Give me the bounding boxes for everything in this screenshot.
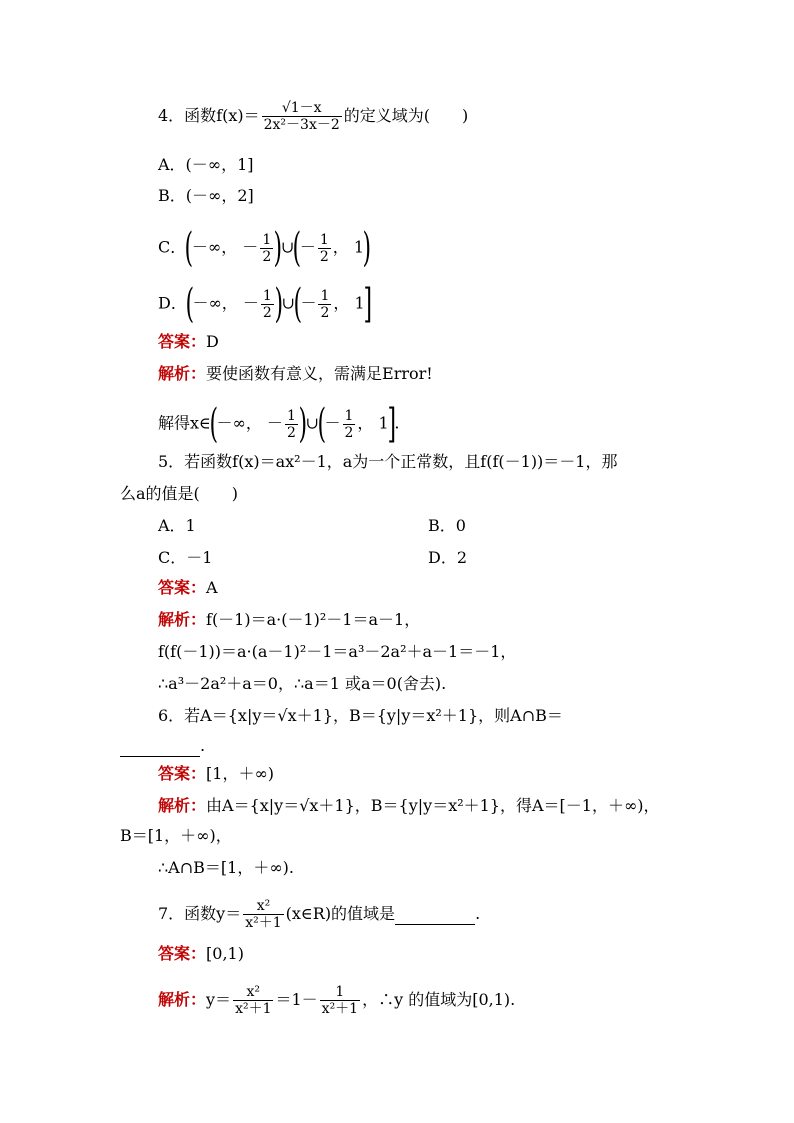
q4-an-neg1: － [266,413,283,433]
q4-denominator: 2x²－3x－2 [263,117,340,133]
q4-c-frac1 [260,232,273,265]
q4-an-paren2-open: ( [317,401,326,447]
q6-answer-value: [1，＋∞) [206,764,275,783]
q7-analysis-frac1 [233,984,273,1017]
q7-analysis-frac2-num: 1 [320,984,360,1001]
q4-d-bracket-close: ] [363,281,372,327]
q4-c-neg2: － [299,237,316,257]
q4-d-cup: ∪ [281,293,295,313]
q5-answer-label: 答案： [158,578,207,597]
q5-analysis-2: f(f(－1))＝a·(a－1)²－1＝a³－2a²＋a－1＝－1， [158,642,517,661]
q5-answer [158,578,218,598]
q4-c-neginf: －∞， [191,237,238,257]
q4-analysis-1 [158,364,433,384]
q7-analysis-prefix: y＝ [206,990,232,1009]
q6-blank [120,736,200,757]
q4-c-frac2-den: 2 [319,248,329,265]
q7-analysis-frac1-num: x² [233,984,273,1001]
q7-analysis-frac2 [320,984,360,1017]
q4-answer-value: D [206,332,219,351]
q4-c-paren2-open: ( [292,225,302,271]
q4-answer-label: 答案： [158,332,207,351]
q4-c-frac1-den: 2 [262,248,272,265]
q4-an-cup: ∪ [305,413,319,433]
q4-an-frac1 [285,408,298,441]
q4-c-frac1-num: 1 [262,231,272,248]
q7-analysis-frac2-den: x²＋1 [321,1001,359,1017]
q6-analysis-label: 解析： [158,796,207,815]
q4-c-cup: ∪ [280,237,295,257]
q4-an-neginf: －∞， [216,413,262,433]
q4-an-frac1-den: 2 [286,424,296,441]
q4-c-one: 1 [353,237,365,257]
q4-option-c: C．(－∞， － $\frac{1}{2}$ )∪(－ $\frac{1}{2}$ ， 1) [158,225,372,271]
q6-analysis-3: ∴A∩B＝[1，＋∞). [158,858,294,877]
q4-answer [158,332,219,352]
q7-analysis-suffix: ，∴y 的值域为[0,1). [362,990,516,1009]
q5-analysis-1 [158,610,420,630]
q4-an-frac2-den: 2 [344,424,354,441]
q5-stem-2: 么a的值是( ) [120,484,239,503]
q7-analysis [158,984,515,1017]
q5-analysis-label: 解析： [158,610,207,629]
q4-c-paren-open: ( [184,225,194,271]
q5-option-c: C．－1 [158,548,213,567]
q4-an-paren-open: ( [209,401,218,447]
q5-stem-1: 5．若函数f(x)＝ax²－1，a为一个正常数，且f(f(－1))＝－1，那 [158,452,618,471]
q4-option-a: A．(－∞，1] [158,155,254,174]
q6-answer [158,764,274,784]
q6-answer-label: 答案： [158,764,207,783]
q4-option-b: B．(－∞，2] [158,186,254,205]
q6-analysis-1 [158,796,660,816]
q7-stem-end: . [475,904,481,923]
q4-stem [158,100,468,133]
q6-stem-end: . [200,736,206,755]
q4-analysis-2-prefix: 解得x∈ [158,413,211,433]
q4-an-frac1-num: 1 [286,407,296,424]
q4-d-frac1-den: 2 [262,304,272,321]
q4-option-c-label: C． [158,237,187,257]
q7-stem [158,898,480,931]
q4-an-frac2-num: 1 [344,407,354,424]
q7-blank [395,904,475,925]
q4-d-paren2-open: ( [293,281,302,327]
q4-an-bracket-close: ] [387,401,396,447]
q4-d-frac2 [318,288,331,321]
q4-stem-suffix: 的定义域为( ) [343,106,469,125]
q4-an-frac2 [343,408,356,441]
q5-answer-value: A [206,578,218,597]
q7-answer-label: 答案： [158,944,207,963]
q4-c-paren-close: ) [273,225,283,271]
q7-fraction [243,898,283,931]
q4-d-frac2-num: 1 [320,287,330,304]
q4-d-frac2-den: 2 [320,304,330,321]
q5-analysis-text-1: f(－1)＝a·(－1)²－1＝a－1， [206,610,421,629]
q4-d-neginf: －∞， [192,293,238,313]
q4-option-d-label: D． [158,293,187,313]
q4-d-frac1-num: 1 [262,287,272,304]
q5-option-b: B．0 [428,516,466,535]
q7-answer-value: [0,1) [206,944,244,963]
q4-stem-prefix: 4．函数 [158,106,217,125]
q5-option-a: A．1 [158,516,196,535]
q4-an-one: 1 [378,413,389,433]
q7-analysis-mid: ＝1－ [275,990,318,1009]
q6-analysis-text-1: 由A＝{x|y＝√x＋1}，B＝{y|y＝x²＋1}，得A＝[－1，＋∞)， [206,796,660,815]
q7-analysis-frac1-den: x²＋1 [235,1001,272,1017]
q6-stem-1: 6．若A＝{x|y＝√x＋1}，B＝{y|y＝x²＋1}，则A∩B＝ [158,706,563,725]
q4-fx: f(x)＝ [216,106,260,125]
q4-d-neg2: － [300,293,317,313]
q4-d-neg1: － [242,293,259,313]
q4-c-paren2-close: ) [362,225,372,271]
q4-d-one: 1 [354,293,365,313]
q4-an-paren-close: ) [298,401,307,447]
q4-d-frac1 [261,288,274,321]
q4-analysis-text-1: 要使函数有意义，需满足Error! [206,364,433,383]
q4-c-frac2-num: 1 [319,231,329,248]
q4-fraction [262,100,342,133]
q5-analysis-3: ∴a³－2a²＋a＝0，∴a＝1 或a＝0(舍去). [158,674,447,693]
q4-numerator: √1－x [262,100,342,117]
q7-stem-prefix: 7．函数y＝ [158,904,242,923]
q6-stem-2 [120,736,205,757]
q7-analysis-label: 解析： [158,990,207,1009]
q4-d-paren-close: ) [274,281,283,327]
q7-denominator: x²＋1 [245,915,282,931]
q7-stem-mid: (x∈R)的值域是 [285,904,396,923]
q7-answer [158,944,244,964]
q4-d-paren-open: ( [185,281,194,327]
q4-c-neg1: － [242,237,259,257]
q4-an-neg2: － [324,413,341,433]
q7-numerator: x² [243,898,283,915]
q5-option-d: D．2 [428,548,468,567]
q4-option-d: D．(－∞， － $\frac{1}{2}$ )∪(－ $\frac{1}{2}$ ， 1] [158,281,372,327]
q4-c-frac2 [318,232,331,265]
q6-analysis-2: B＝[1，＋∞)， [120,826,232,845]
q4-analysis-2: 解得x∈(－∞， － $\frac{1}{2}$ )∪(－ $\frac{1}{2}$ ， 1]. [158,401,400,447]
q4-analysis-label: 解析： [158,364,207,383]
